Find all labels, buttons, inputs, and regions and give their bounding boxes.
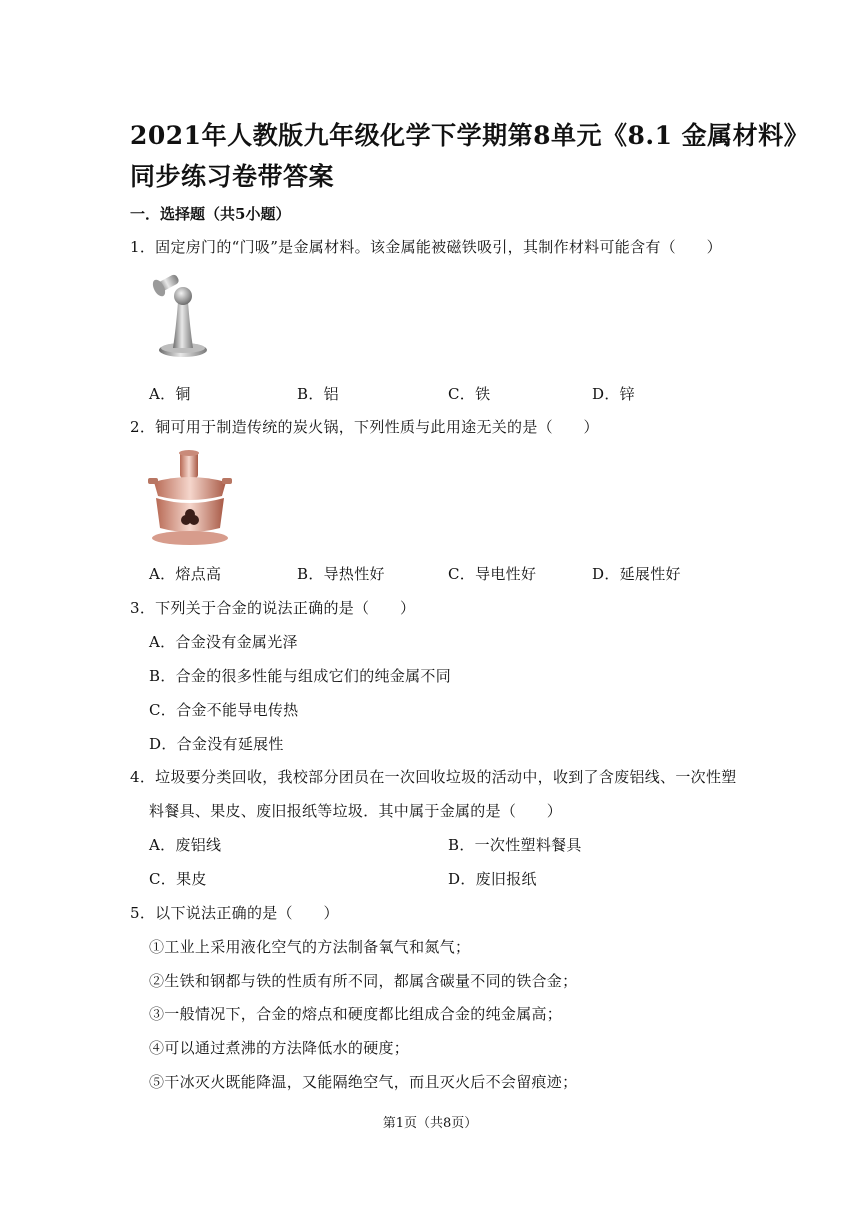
question-3-stem: 3．下列关于合金的说法正确的是（ ） bbox=[130, 599, 416, 617]
question-5-statement-2: ②生铁和钢都与铁的性质有所不同，都属含碳量不同的铁合金； bbox=[149, 972, 578, 990]
question-3-option-d: D．合金没有延展性 bbox=[149, 735, 284, 753]
question-1-option-c: C．铁 bbox=[448, 385, 491, 403]
question-5-statement-3: ③一般情况下，合金的熔点和硬度都比组成合金的纯金属高； bbox=[149, 1005, 563, 1023]
question-5-statement-4: ④可以通过煮沸的方法降低水的硬度； bbox=[149, 1039, 410, 1057]
question-4-option-a: A．废铝线 bbox=[149, 836, 222, 854]
copper-hotpot-image bbox=[146, 448, 234, 548]
question-1-stem: 1．固定房门的“门吸”是金属材料。该金属能被磁铁吸引，其制作材料可能含有（ ） bbox=[130, 238, 722, 256]
door-stopper-image bbox=[147, 268, 217, 360]
question-5-stem: 5．以下说法正确的是（ ） bbox=[130, 904, 339, 922]
question-4-stem-line1: 4．垃圾要分类回收，我校部分团员在一次回收垃圾的活动中，收到了含废铝线、一次性塑 bbox=[130, 768, 737, 786]
question-4-option-d: D．废旧报纸 bbox=[448, 870, 537, 888]
question-2-option-d: D．延展性好 bbox=[592, 565, 681, 583]
question-1-option-d: D．锌 bbox=[592, 385, 635, 403]
question-2-option-b: B．导热性好 bbox=[297, 565, 385, 583]
question-5-statement-5: ⑤干冰灭火既能降温，又能隔绝空气，而且灭火后不会留痕迹； bbox=[149, 1073, 578, 1091]
question-4-stem-line2: 料餐具、果皮、废旧报纸等垃圾．其中属于金属的是（ ） bbox=[149, 802, 563, 820]
question-1-option-a: A．铜 bbox=[149, 385, 191, 403]
question-2-option-c: C．导电性好 bbox=[448, 565, 537, 583]
question-3-option-b: B．合金的很多性能与组成它们的纯金属不同 bbox=[149, 667, 452, 685]
question-3-option-a: A．合金没有金属光泽 bbox=[149, 633, 298, 651]
question-4-option-c: C．果皮 bbox=[149, 870, 207, 888]
section-header: 一．选择题（共5小题） bbox=[130, 205, 291, 223]
question-2-stem: 2．铜可用于制造传统的炭火锅，下列性质与此用途无关的是（ ） bbox=[130, 418, 599, 436]
question-2-option-a: A．熔点高 bbox=[149, 565, 222, 583]
page-footer: 第1页（共8页） bbox=[382, 1116, 478, 1131]
question-4-option-b: B．一次性塑料餐具 bbox=[448, 836, 582, 854]
question-5-statement-1: ①工业上采用液化空气的方法制备氧气和氮气； bbox=[149, 938, 471, 956]
question-3-option-c: C．合金不能导电传热 bbox=[149, 701, 299, 719]
document-title-line1: 2021年人教版九年级化学下学期第8单元《8.1 金属材料》 bbox=[130, 121, 810, 150]
document-title-line2: 同步练习卷带答案 bbox=[130, 162, 335, 191]
question-1-option-b: B．铝 bbox=[297, 385, 339, 403]
